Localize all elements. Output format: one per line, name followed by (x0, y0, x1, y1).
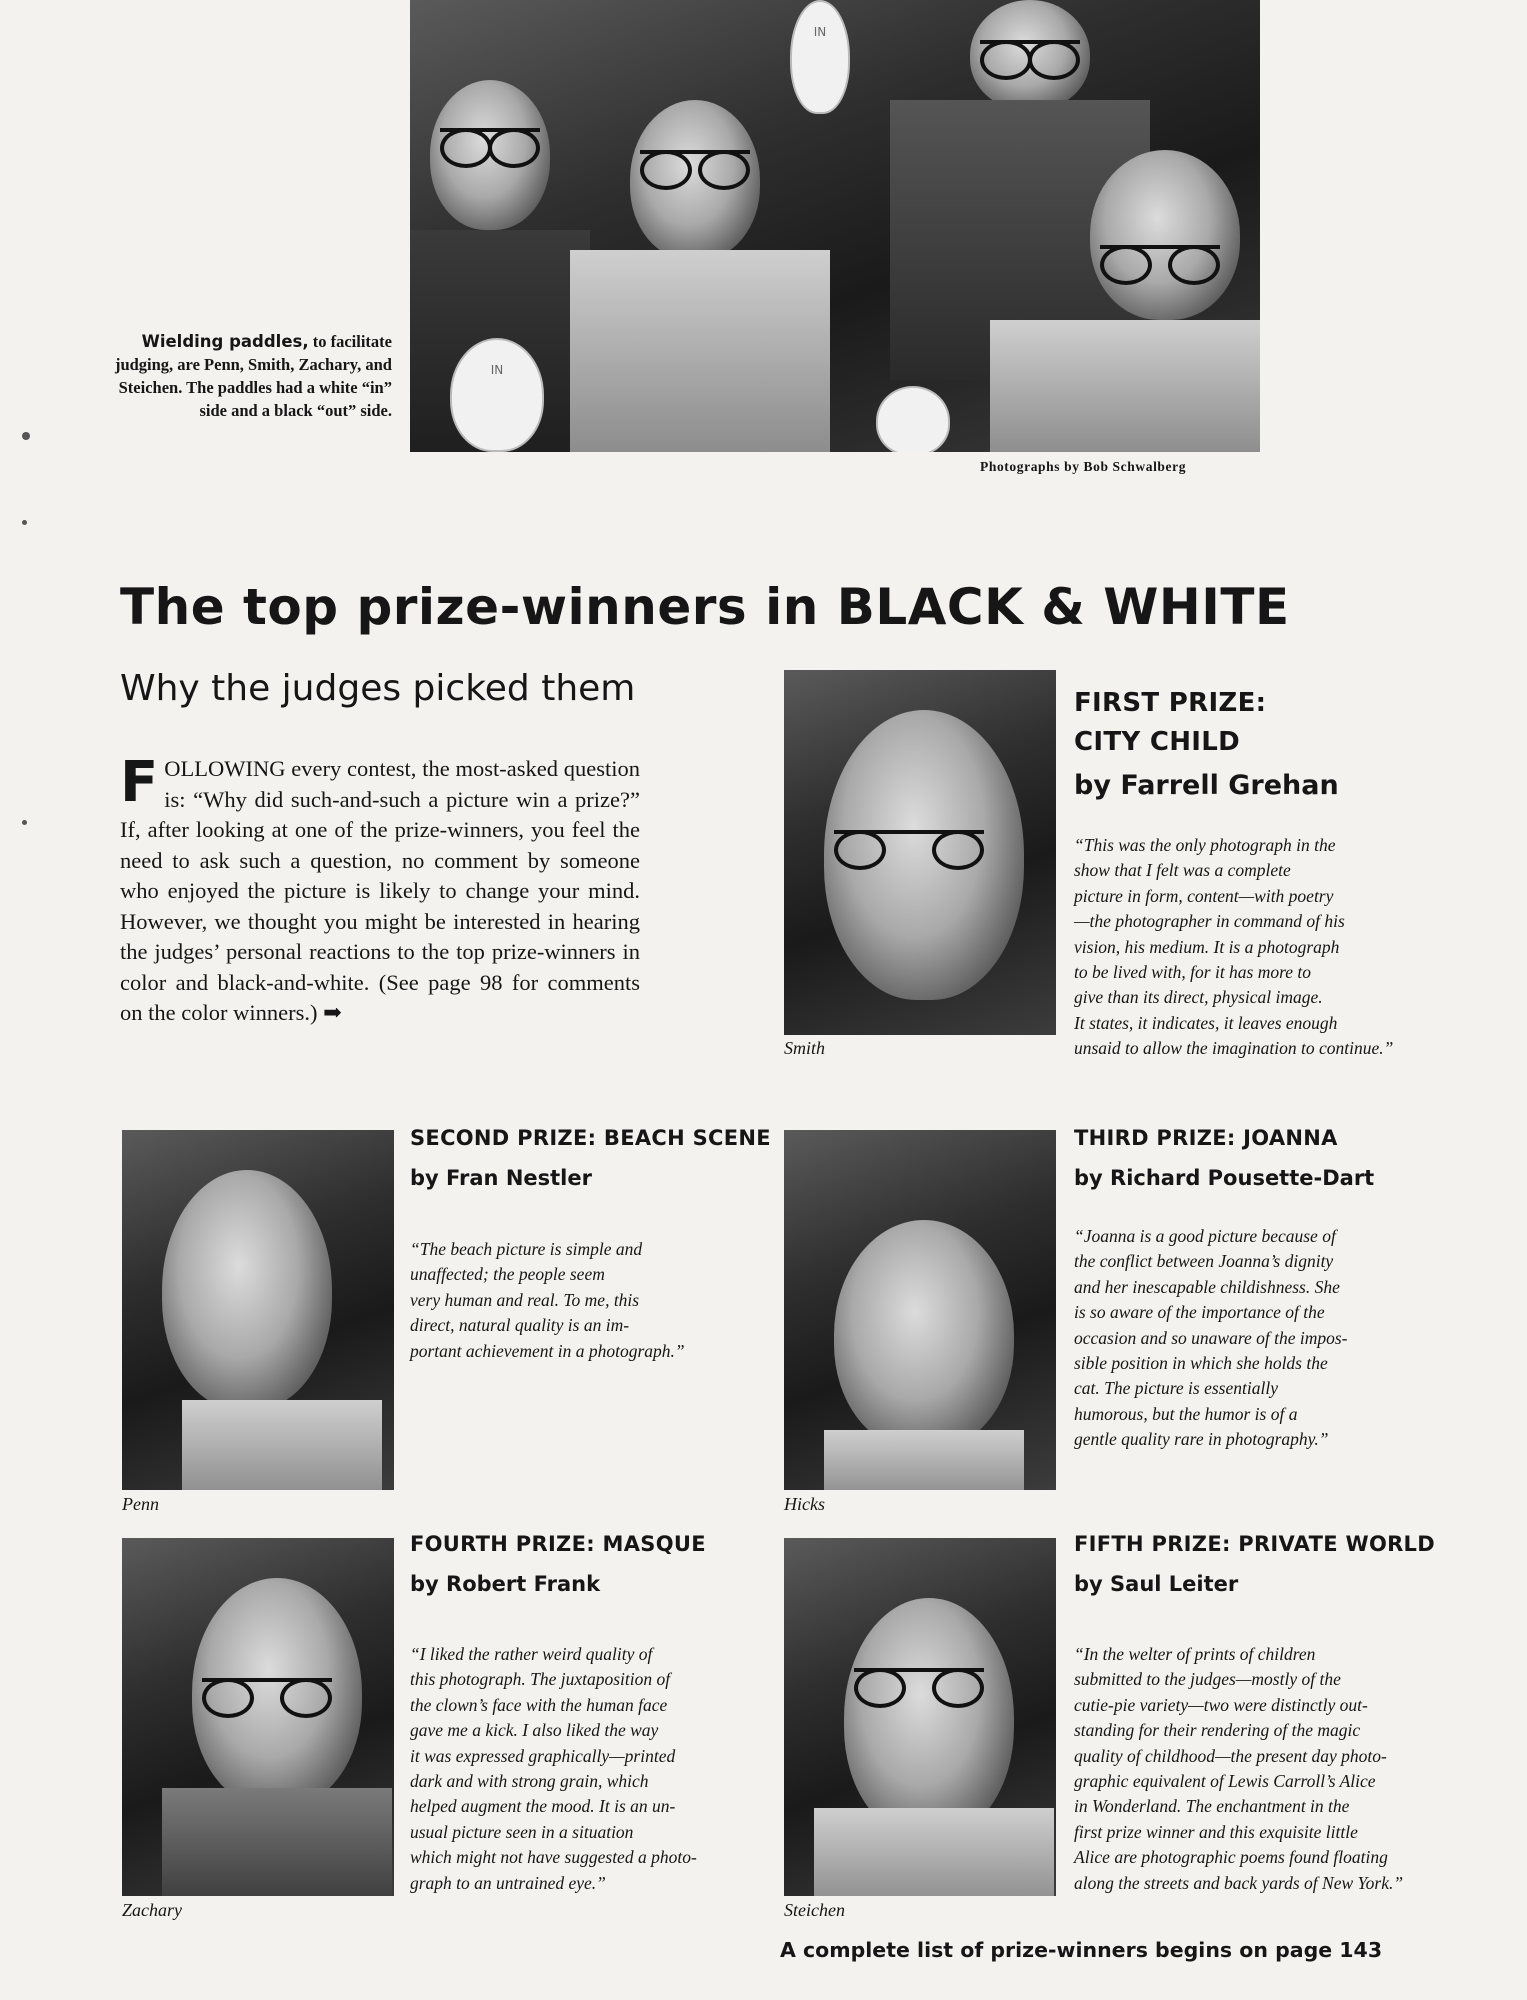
fifth-prize-title: FIFTH PRIZE: PRIVATE WORLD (1074, 1532, 1435, 1556)
photo-caption (105, 330, 392, 422)
judge-name-label: Steichen (784, 1900, 845, 1920)
fourth-prize-title: FOURTH PRIZE: MASQUE (410, 1532, 706, 1556)
page-headline: The top prize-winners in BLACK & WHITE (120, 578, 1290, 636)
judge-portrait-zachary (122, 1538, 394, 1896)
judge-name-label: Penn (122, 1494, 159, 1514)
first-prize-title (1074, 684, 1266, 762)
second-prize-quote: “The beach picture is simple and unaffected; the people seem very human and real. To me, this direct, natural quality is an im- portant achievement in a photograph.” (410, 1239, 685, 1361)
intro-text: every contest, the most-asked question is: “Why did such-and-such a picture win a prize?” If, after looking at one of the prize-winners, you feel the need to ask such a question, no comment by someone who enjoyed the picture is likely to change your mind. However, we thought you might be interested in hearing the judges’ personal reactions to the top prize-winners in color and black-and-white. (See page 98 for comments on the color winners.) ➡ (120, 756, 640, 1025)
caption-text: to facilitate judging, are Penn, Smith, Zachary, and Steichen. The paddles had a white “in” side and a black “out” side. (114, 332, 392, 420)
punch-hole (22, 432, 30, 440)
paddle-label: IN (490, 363, 504, 377)
fourth-prize-quote: “I liked the rather weird quality of this photograph. The juxtaposition of the clown’s face with the human face gave me a kick. I also liked the way it was expressed graphically—printed dark and with strong grain, which helped augment the mood. It is an un- usual picture seen in a situation which might not have suggested a photo- graph to an untrained eye.” (410, 1644, 697, 1893)
judge-portrait-hicks (784, 1130, 1056, 1490)
page-subhead: Why the judges picked them (120, 668, 636, 709)
intro-paragraph (120, 750, 640, 1029)
paddle-label: IN (813, 25, 827, 39)
in-paddle (790, 0, 850, 114)
third-prize-quote: “Joanna is a good picture because of the conflict between Joanna’s dignity and her inescapable childishness. She is so aware of the importance of the occasion and so unaware of the impos- sible position in which she holds the cat. The picture is essentially humorous, but the humor is of a gentle quality rare in photography.” (1074, 1226, 1348, 1450)
judge-name-label: Smith (784, 1038, 826, 1058)
paddle (876, 386, 950, 452)
third-prize-byline: by Richard Pousette-Dart (1074, 1166, 1375, 1190)
punch-hole (22, 520, 27, 525)
punch-hole (22, 820, 27, 825)
footer-note: A complete list of prize-winners begins on page 143 (780, 1938, 1383, 1962)
fourth-prize-byline: by Robert Frank (410, 1572, 601, 1596)
first-prize-title-line1: FIRST PRIZE: (1074, 688, 1267, 718)
judge-portrait-penn (122, 1130, 394, 1490)
judges-group-photo (410, 0, 1260, 452)
third-prize-title: THIRD PRIZE: JOANNA (1074, 1126, 1338, 1150)
judge-name-label: Hicks (784, 1494, 825, 1514)
first-prize-title-line2: CITY CHILD (1074, 727, 1241, 757)
judge-name-label: Zachary (122, 1900, 182, 1920)
fifth-prize-byline: by Saul Leiter (1074, 1572, 1239, 1596)
second-prize-title: SECOND PRIZE: BEACH SCENE (410, 1126, 771, 1150)
fifth-prize-quote: “In the welter of prints of children submitted to the judges—mostly of the cutie-pie variety—two were distinctly out- standing for their rendering of the magic quality of childhood—the present day photo- graphic equivalent of Lewis Carroll’s Alice in Wonderland. The enchantment in the first prize winner and this exquisite little Alice are photographic poems found floating along the streets and back yards of New York.” (1074, 1644, 1404, 1893)
second-prize-byline: by Fran Nestler (410, 1166, 592, 1190)
first-prize-byline: by Farrell Grehan (1074, 770, 1339, 801)
in-paddle (450, 338, 544, 452)
photo-credit: Photographs by Bob Schwalberg (980, 459, 1187, 474)
judge-portrait-steichen (784, 1538, 1056, 1896)
intro-first-word: OLLOWING (164, 756, 286, 781)
caption-lead: Wielding paddles, (141, 332, 309, 351)
drop-cap: F (120, 750, 159, 815)
first-prize-quote: “This was the only photograph in the show that I felt was a complete picture in form, content—with poetry —the photographer in command of his vision, his medium. It is a photograph to be lived with, for it has more to give than its direct, physical image. It states, it indicates, it leaves enough unsaid to allow the imagination to continue.” (1074, 835, 1394, 1059)
judge-portrait-smith (784, 670, 1056, 1035)
